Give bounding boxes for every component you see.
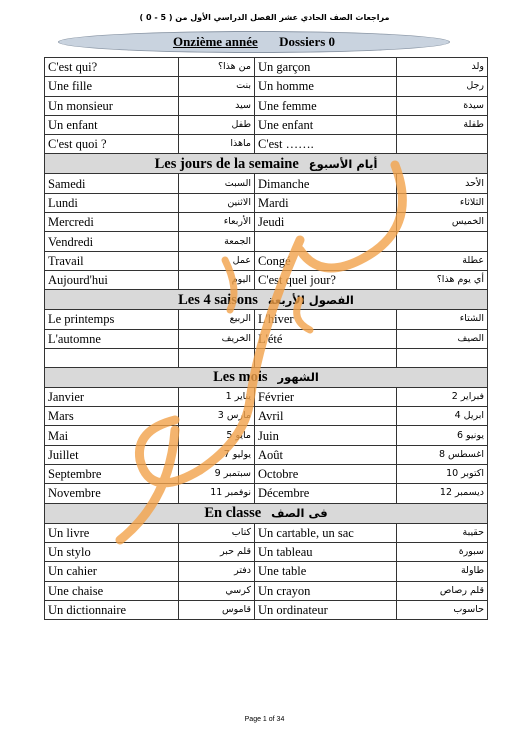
arabic-term-cell: فبراير 2 <box>397 387 488 406</box>
section-header-months <box>45 367 488 387</box>
banner-title <box>58 34 450 50</box>
arabic-term-cell: بنت <box>179 77 255 96</box>
arabic-term-cell: الأحد <box>397 174 488 193</box>
french-term-cell: Travail <box>45 251 179 270</box>
section-header-seasons <box>45 290 488 310</box>
arabic-term-cell: عمل <box>179 251 255 270</box>
arabic-term-cell: الربيع <box>179 310 255 329</box>
table-row <box>45 213 488 232</box>
table-row <box>45 581 488 600</box>
table-row <box>45 77 488 96</box>
french-term-cell: Une table <box>255 562 397 581</box>
arabic-term-cell: يونيو 6 <box>397 426 488 445</box>
french-term-cell: Avril <box>255 407 397 426</box>
arabic-term-cell: سيد <box>179 96 255 115</box>
arabic-term-cell: الأربعاء <box>179 213 255 232</box>
french-term-cell: L'été <box>255 329 397 348</box>
table-row <box>45 58 488 77</box>
french-term-cell <box>255 232 397 251</box>
arabic-term-cell <box>179 348 255 367</box>
french-term-cell: L'hiver <box>255 310 397 329</box>
arabic-term-cell: ديسمبر 12 <box>397 484 488 503</box>
arabic-term-cell: اغسطس 8 <box>397 445 488 464</box>
arabic-term-cell: الشتاء <box>397 310 488 329</box>
table-row <box>45 135 488 154</box>
french-term-cell: Un cartable, un sac <box>255 523 397 542</box>
french-term-cell: Un enfant <box>45 115 179 134</box>
french-term-cell: C'est quel jour? <box>255 270 397 289</box>
vocabulary-table <box>44 57 488 620</box>
arabic-term-cell <box>397 348 488 367</box>
section-header-days <box>45 154 488 174</box>
arabic-term-cell: ماهذا <box>179 135 255 154</box>
arabic-term-cell: نوفمبر 11 <box>179 484 255 503</box>
french-term-cell <box>255 348 397 367</box>
table-row <box>45 407 488 426</box>
french-term-cell: Jeudi <box>255 213 397 232</box>
french-term-cell: Une enfant <box>255 115 397 134</box>
french-term-cell: Mardi <box>255 193 397 212</box>
french-term-cell: Mars <box>45 407 179 426</box>
table-row <box>45 387 488 406</box>
french-term-cell: Une femme <box>255 96 397 115</box>
arabic-term-cell: كتاب <box>179 523 255 542</box>
french-term-cell: Une fille <box>45 77 179 96</box>
french-term-cell: Août <box>255 445 397 464</box>
table-row <box>45 310 488 329</box>
section-header-ar: الفصول الأربعة <box>267 292 354 307</box>
arabic-term-cell: سبورة <box>397 542 488 561</box>
section-header-fr: En classe <box>204 505 262 522</box>
french-term-cell: Dimanche <box>255 174 397 193</box>
french-term-cell <box>45 348 179 367</box>
section-header-classroom <box>45 503 488 523</box>
table-row <box>45 193 488 212</box>
arabic-term-cell: السبت <box>179 174 255 193</box>
french-term-cell: Un tableau <box>255 542 397 561</box>
arabic-term-cell: عطلة <box>397 251 488 270</box>
french-term-cell: Un crayon <box>255 581 397 600</box>
arabic-term-cell: أي يوم هذا؟ <box>397 270 488 289</box>
arabic-term-cell <box>397 135 488 154</box>
section-header-fr: Les mois <box>213 369 268 386</box>
table-row <box>45 445 488 464</box>
arabic-term-cell <box>397 232 488 251</box>
table-row <box>45 348 488 367</box>
table-row <box>45 426 488 445</box>
arabic-term-cell: ولد <box>397 58 488 77</box>
arabic-term-cell: الصيف <box>397 329 488 348</box>
section-header-cell <box>45 367 488 387</box>
french-term-cell: Vendredi <box>45 232 179 251</box>
arabic-term-cell: دفتر <box>179 562 255 581</box>
arabic-term-cell: من هذا؟ <box>179 58 255 77</box>
arabic-term-cell: يوليو 7 <box>179 445 255 464</box>
table-row <box>45 96 488 115</box>
french-term-cell: Aujourd'hui <box>45 270 179 289</box>
section-header-fr: Les jours de la semaine <box>154 155 299 172</box>
table-row <box>45 465 488 484</box>
arabic-term-cell: سبتمبر 9 <box>179 465 255 484</box>
french-term-cell: Février <box>255 387 397 406</box>
section-header-cell <box>45 290 488 310</box>
table-row <box>45 562 488 581</box>
arabic-term-cell: ابريل 4 <box>397 407 488 426</box>
table-row <box>45 600 488 619</box>
arabic-term-cell: كرسي <box>179 581 255 600</box>
arabic-term-cell: رجل <box>397 77 488 96</box>
french-term-cell: Lundi <box>45 193 179 212</box>
french-term-cell: Un garçon <box>255 58 397 77</box>
table-row <box>45 542 488 561</box>
arabic-term-cell: قلم رصاص <box>397 581 488 600</box>
section-header-fr: Les 4 saisons <box>178 291 258 308</box>
french-term-cell: C'est ……. <box>255 135 397 154</box>
arabic-term-cell: قاموس <box>179 600 255 619</box>
arabic-term-cell: مارس 3 <box>179 407 255 426</box>
dossier-label: Dossiers 0 <box>279 34 336 49</box>
french-term-cell: Un stylo <box>45 542 179 561</box>
french-term-cell: Un cahier <box>45 562 179 581</box>
french-term-cell: Mai <box>45 426 179 445</box>
french-term-cell: Mercredi <box>45 213 179 232</box>
french-term-cell: Juin <box>255 426 397 445</box>
section-header-ar: فى الصف <box>271 506 328 521</box>
arabic-term-cell: حقيبة <box>397 523 488 542</box>
table-row <box>45 251 488 270</box>
table-row <box>45 232 488 251</box>
french-term-cell: Décembre <box>255 484 397 503</box>
arabic-term-cell: يناير 1 <box>179 387 255 406</box>
page-header-title: مراجعات الصف الحادي عشر الفصل الدراسي الأول من ( 5 - 0 ) <box>139 13 390 22</box>
french-term-cell: C'est quoi ? <box>45 135 179 154</box>
french-term-cell: Un monsieur <box>45 96 179 115</box>
french-term-cell: Juillet <box>45 445 179 464</box>
table-row <box>45 484 488 503</box>
section-header-cell <box>45 154 488 174</box>
french-term-cell: Septembre <box>45 465 179 484</box>
arabic-term-cell: طفلة <box>397 115 488 134</box>
table-row <box>45 329 488 348</box>
french-term-cell: Une chaise <box>45 581 179 600</box>
table-row <box>45 523 488 542</box>
arabic-term-cell: حاسوب <box>397 600 488 619</box>
french-term-cell: Un ordinateur <box>255 600 397 619</box>
arabic-term-cell: قلم حبر <box>179 542 255 561</box>
section-header-cell <box>45 503 488 523</box>
arabic-term-cell: الخميس <box>397 213 488 232</box>
section-header-ar: أيام الأسبوع <box>308 156 378 171</box>
table-row <box>45 174 488 193</box>
arabic-term-cell: اليوم <box>179 270 255 289</box>
arabic-term-cell: مايو 5 <box>179 426 255 445</box>
french-term-cell: L'automne <box>45 329 179 348</box>
french-term-cell: Un livre <box>45 523 179 542</box>
arabic-term-cell: طفل <box>179 115 255 134</box>
french-term-cell: Novembre <box>45 484 179 503</box>
page-footer: Page 1 of 34 <box>244 716 285 723</box>
table-row <box>45 115 488 134</box>
arabic-term-cell: سيدة <box>397 96 488 115</box>
arabic-term-cell: الاثنين <box>179 193 255 212</box>
french-term-cell: Un homme <box>255 77 397 96</box>
level-label: Onzième année <box>172 34 258 49</box>
french-term-cell: Le printemps <box>45 310 179 329</box>
french-term-cell: Un dictionnaire <box>45 600 179 619</box>
french-term-cell: Janvier <box>45 387 179 406</box>
section-header-ar: الشهور <box>277 370 319 385</box>
table-row <box>45 270 488 289</box>
arabic-term-cell: طاولة <box>397 562 488 581</box>
french-term-cell: Congé <box>255 251 397 270</box>
arabic-term-cell: الخريف <box>179 329 255 348</box>
arabic-term-cell: الثلاثاء <box>397 193 488 212</box>
arabic-term-cell: اكتوبر 10 <box>397 465 488 484</box>
french-term-cell: Samedi <box>45 174 179 193</box>
french-term-cell: C'est qui? <box>45 58 179 77</box>
french-term-cell: Octobre <box>255 465 397 484</box>
arabic-term-cell: الجمعة <box>179 232 255 251</box>
